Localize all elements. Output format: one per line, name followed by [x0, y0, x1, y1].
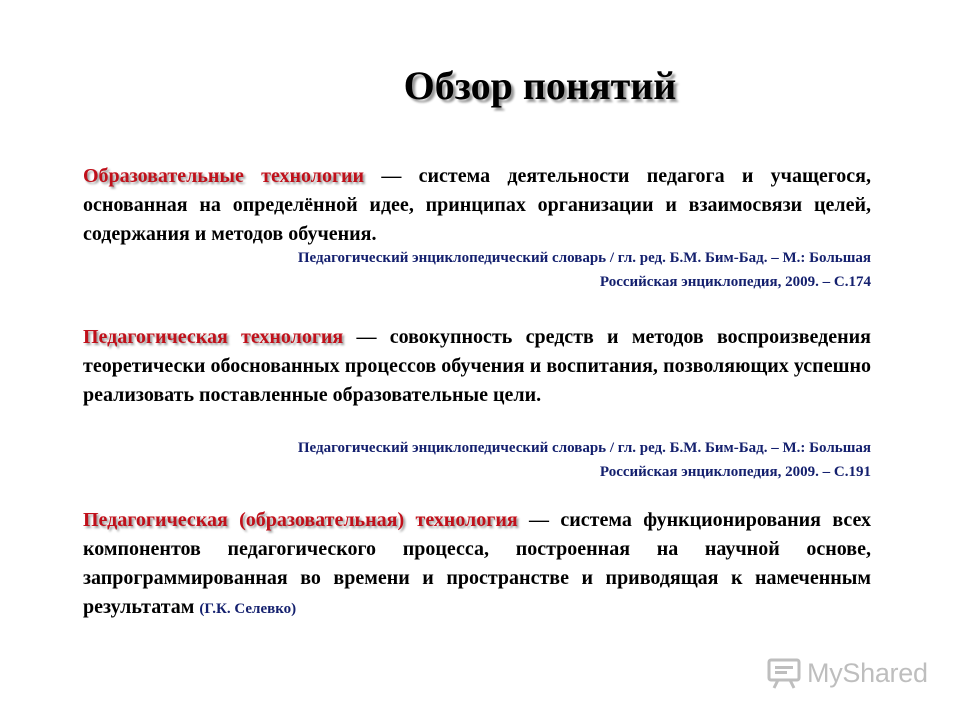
definition-text: — система функционирования всех компонентов педагогического процесса, построенная на научной основе, запрограммированная во времени и пространстве и приводящая к намеченным результатам [83, 509, 871, 618]
definition-3 [83, 506, 871, 624]
slide-title: Обзор понятий [403, 63, 677, 108]
definition-2 [83, 323, 871, 410]
definition-term: Педагогическая (образовательная) технология [83, 509, 518, 531]
watermark-text: MyShared [807, 657, 928, 688]
source-line: Российская энциклопедия, 2009. – С.191 [599, 464, 871, 480]
definition-1-source [83, 246, 871, 294]
definition-text: — система деятельности педагога и учащегося, основанная на определённой идее, принципах организации и взаимосвязи целей, содержания и методов обучения. [83, 165, 872, 245]
source-line: Педагогический энциклопедический словарь / гл. ред. Б.М. Бим-Бад. – М.: Большая [297, 250, 871, 266]
definition-1 [83, 162, 871, 249]
presentation-board-icon [767, 657, 801, 689]
definition-author: (Г.К. Селевко) [199, 601, 297, 617]
definition-term: Образовательные технологии [83, 165, 365, 187]
source-line: Педагогический энциклопедический словарь / гл. ред. Б.М. Бим-Бад. – М.: Большая [297, 440, 871, 456]
definition-2-source [83, 436, 871, 484]
source-line: Российская энциклопедия, 2009. – С.174 [599, 274, 871, 290]
definition-text: — совокупность средств и методов воспроизведения теоретически обоснованных процессов обучения и воспитания, позволяющих успешно реализовать поставленные образовательные цели. [83, 326, 871, 406]
definition-term: Педагогическая технология [83, 326, 344, 348]
myshared-watermark [767, 657, 928, 689]
